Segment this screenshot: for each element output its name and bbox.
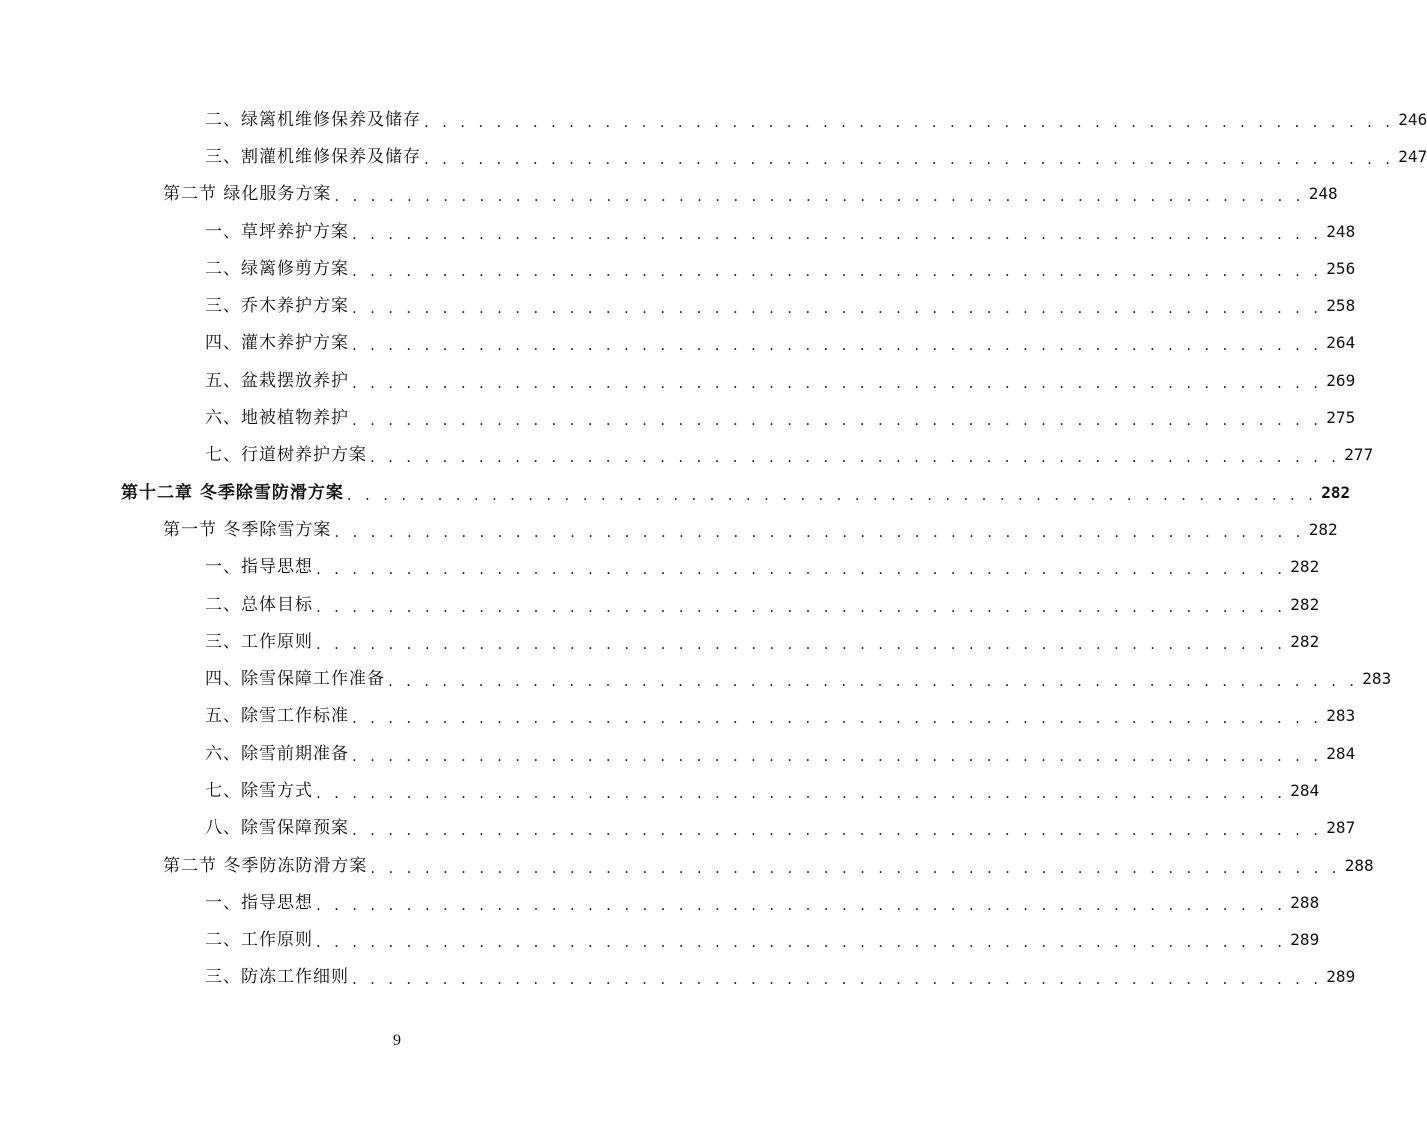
toc-leader-dots: . . . . . . . . . . . . . . . . . . . . . . . . . . . . . . . . . . . . . . . . . . . . . . . . . . . . . . [352, 224, 1323, 243]
toc-entry[interactable] [0, 959, 1356, 996]
table-of-contents [0, 101, 1427, 996]
toc-entry-title: 第一节 冬季除雪方案 [163, 520, 334, 540]
toc-leader-dots: . . . . . . . . . . . . . . . . . . . . . . . . . . . . . . . . . . . . . . . . . . . . . . . . . . . . . . [424, 112, 1395, 131]
toc-section-entry[interactable] [0, 511, 1338, 548]
toc-entry[interactable] [0, 250, 1356, 287]
toc-entry-page: 269 [1326, 370, 1356, 390]
toc-entry-title: 五、除雪工作标准 [205, 706, 352, 726]
toc-entry[interactable] [0, 325, 1356, 362]
toc-entry[interactable] [0, 586, 1320, 623]
toc-entry[interactable] [0, 884, 1320, 921]
toc-leader-dots: . . . . . . . . . . . . . . . . . . . . . . . . . . . . . . . . . . . . . . . . . . . . . . . . . . . . . . [316, 634, 1287, 653]
toc-entry-title: 三、防冻工作细则 [205, 967, 352, 987]
toc-entry-page: 264 [1326, 333, 1356, 353]
toc-leader-dots: . . . . . . . . . . . . . . . . . . . . . . . . . . . . . . . . . . . . . . . . . . . . . . . . . . . . . . [352, 821, 1323, 840]
toc-entry-title: 七、行道树养护方案 [205, 445, 370, 465]
toc-leader-dots: . . . . . . . . . . . . . . . . . . . . . . . . . . . . . . . . . . . . . . . . . . . . . . . . . . . . . . [316, 560, 1287, 579]
toc-entry-title: 四、除雪保障工作准备 [205, 669, 388, 689]
toc-entry-title: 二、绿篱机维修保养及储存 [205, 110, 424, 130]
toc-entry[interactable] [0, 698, 1356, 735]
toc-entry-page: 248 [1326, 221, 1356, 241]
toc-leader-dots: . . . . . . . . . . . . . . . . . . . . . . . . . . . . . . . . . . . . . . . . . . . . . . . . . . . . . . [316, 783, 1287, 802]
toc-entry-page: 282 [1308, 519, 1338, 539]
toc-leader-dots: . . . . . . . . . . . . . . . . . . . . . . . . . . . . . . . . . . . . . . . . . . . . . . . . . . . . . . [334, 522, 1305, 541]
toc-leader-dots: . . . . . . . . . . . . . . . . . . . . . . . . . . . . . . . . . . . . . . . . . . . . . . . . . . . . . . [424, 149, 1395, 168]
toc-entry[interactable] [0, 810, 1356, 847]
toc-entry[interactable] [0, 549, 1320, 586]
toc-entry-title: 一、草坪养护方案 [205, 222, 352, 242]
toc-entry[interactable] [0, 660, 1392, 697]
toc-entry-page: 277 [1344, 445, 1374, 465]
toc-entry-title: 二、绿篱修剪方案 [205, 259, 352, 279]
toc-leader-dots: . . . . . . . . . . . . . . . . . . . . . . . . . . . . . . . . . . . . . . . . . . . . . . . . . . . . . . [352, 299, 1323, 318]
toc-entry-title: 八、除雪保障预案 [205, 818, 352, 838]
toc-leader-dots: . . . . . . . . . . . . . . . . . . . . . . . . . . . . . . . . . . . . . . . . . . . . . . . . . . . . . . [316, 597, 1287, 616]
toc-leader-dots: . . . . . . . . . . . . . . . . . . . . . . . . . . . . . . . . . . . . . . . . . . . . . . . . . . . . . . [352, 970, 1323, 989]
toc-entry-title: 二、工作原则 [205, 930, 316, 950]
toc-entry-title: 第二节 冬季防冻防滑方案 [163, 856, 370, 876]
toc-entry[interactable] [0, 287, 1356, 324]
toc-leader-dots: . . . . . . . . . . . . . . . . . . . . . . . . . . . . . . . . . . . . . . . . . . . . . . . . . . . . . . [316, 933, 1287, 952]
toc-leader-dots: . . . . . . . . . . . . . . . . . . . . . . . . . . . . . . . . . . . . . . . . . . . . . . . . . . . . . . [352, 261, 1323, 280]
toc-entry-title: 第十二章 冬季除雪防滑方案 [121, 483, 347, 503]
toc-entry-page: 284 [1326, 743, 1356, 763]
toc-entry[interactable] [0, 437, 1374, 474]
toc-chapter-entry[interactable] [0, 474, 1351, 511]
toc-entry-page: 288 [1344, 855, 1374, 875]
toc-leader-dots: . . . . . . . . . . . . . . . . . . . . . . . . . . . . . . . . . . . . . . . . . . . . . . . . . . . . . . [352, 336, 1323, 355]
toc-entry-page: 246 [1398, 109, 1427, 129]
toc-section-entry[interactable] [0, 176, 1338, 213]
toc-entry-title: 六、除雪前期准备 [205, 744, 352, 764]
toc-entry-page: 289 [1290, 930, 1320, 950]
toc-entry-title: 第二节 绿化服务方案 [163, 184, 334, 204]
toc-entry-page: 258 [1326, 296, 1356, 316]
toc-entry-page: 283 [1326, 706, 1356, 726]
toc-leader-dots: . . . . . . . . . . . . . . . . . . . . . . . . . . . . . . . . . . . . . . . . . . . . . . . . . . . . . . [352, 709, 1323, 728]
toc-entry-title: 三、乔木养护方案 [205, 296, 352, 316]
toc-leader-dots: . . . . . . . . . . . . . . . . . . . . . . . . . . . . . . . . . . . . . . . . . . . . . . . . . . . . . . [352, 411, 1323, 430]
toc-entry-title: 七、除雪方式 [205, 781, 316, 801]
toc-entry[interactable] [0, 138, 1427, 175]
toc-entry[interactable] [0, 772, 1320, 809]
toc-leader-dots: . . . . . . . . . . . . . . . . . . . . . . . . . . . . . . . . . . . . . . . . . . . . . . . . . . . . . . [388, 672, 1359, 691]
toc-entry-title: 一、指导思想 [205, 557, 316, 577]
toc-entry-page: 247 [1398, 146, 1427, 166]
toc-entry-page: 282 [1290, 594, 1320, 614]
toc-entry[interactable] [0, 399, 1356, 436]
toc-entry[interactable] [0, 735, 1356, 772]
toc-entry-title: 四、灌木养护方案 [205, 333, 352, 353]
page-number: 9 [393, 1032, 401, 1049]
toc-entry-page: 287 [1326, 818, 1356, 838]
toc-entry[interactable] [0, 362, 1356, 399]
toc-entry-title: 五、盆栽摆放养护 [205, 371, 352, 391]
toc-section-entry[interactable] [0, 847, 1374, 884]
toc-entry-page: 282 [1321, 482, 1351, 502]
toc-leader-dots: . . . . . . . . . . . . . . . . . . . . . . . . . . . . . . . . . . . . . . . . . . . . . . . . . . . . . . [334, 187, 1305, 206]
toc-entry-title: 一、指导思想 [205, 893, 316, 913]
toc-entry[interactable] [0, 213, 1356, 250]
toc-entry[interactable] [0, 922, 1320, 959]
toc-entry-page: 282 [1290, 557, 1320, 577]
toc-leader-dots: . . . . . . . . . . . . . . . . . . . . . . . . . . . . . . . . . . . . . . . . . . . . . . . . . . . . . . [316, 895, 1287, 914]
toc-entry[interactable] [0, 623, 1320, 660]
toc-entry-page: 282 [1290, 631, 1320, 651]
toc-leader-dots: . . . . . . . . . . . . . . . . . . . . . . . . . . . . . . . . . . . . . . . . . . . . . . . . . . . . . . [370, 448, 1341, 467]
toc-entry-title: 六、地被植物养护 [205, 408, 352, 428]
toc-entry-page: 256 [1326, 258, 1356, 278]
toc-entry-title: 二、总体目标 [205, 595, 316, 615]
toc-entry-title: 三、割灌机维修保养及储存 [205, 147, 424, 167]
toc-entry[interactable] [0, 101, 1427, 138]
toc-entry-page: 284 [1290, 780, 1320, 800]
toc-entry-title: 三、工作原则 [205, 632, 316, 652]
toc-entry-page: 288 [1290, 892, 1320, 912]
toc-leader-dots: . . . . . . . . . . . . . . . . . . . . . . . . . . . . . . . . . . . . . . . . . . . . . . . . . . . . . . [370, 858, 1341, 877]
toc-leader-dots: . . . . . . . . . . . . . . . . . . . . . . . . . . . . . . . . . . . . . . . . . . . . . . . . . . . . . . [352, 373, 1323, 392]
toc-leader-dots: . . . . . . . . . . . . . . . . . . . . . . . . . . . . . . . . . . . . . . . . . . . . . . . . . . . . . . [346, 485, 1318, 504]
toc-entry-page: 283 [1362, 669, 1392, 689]
toc-entry-page: 275 [1326, 408, 1356, 428]
toc-leader-dots: . . . . . . . . . . . . . . . . . . . . . . . . . . . . . . . . . . . . . . . . . . . . . . . . . . . . . . [352, 746, 1323, 765]
toc-entry-page: 248 [1308, 184, 1338, 204]
toc-entry-page: 289 [1326, 967, 1356, 987]
